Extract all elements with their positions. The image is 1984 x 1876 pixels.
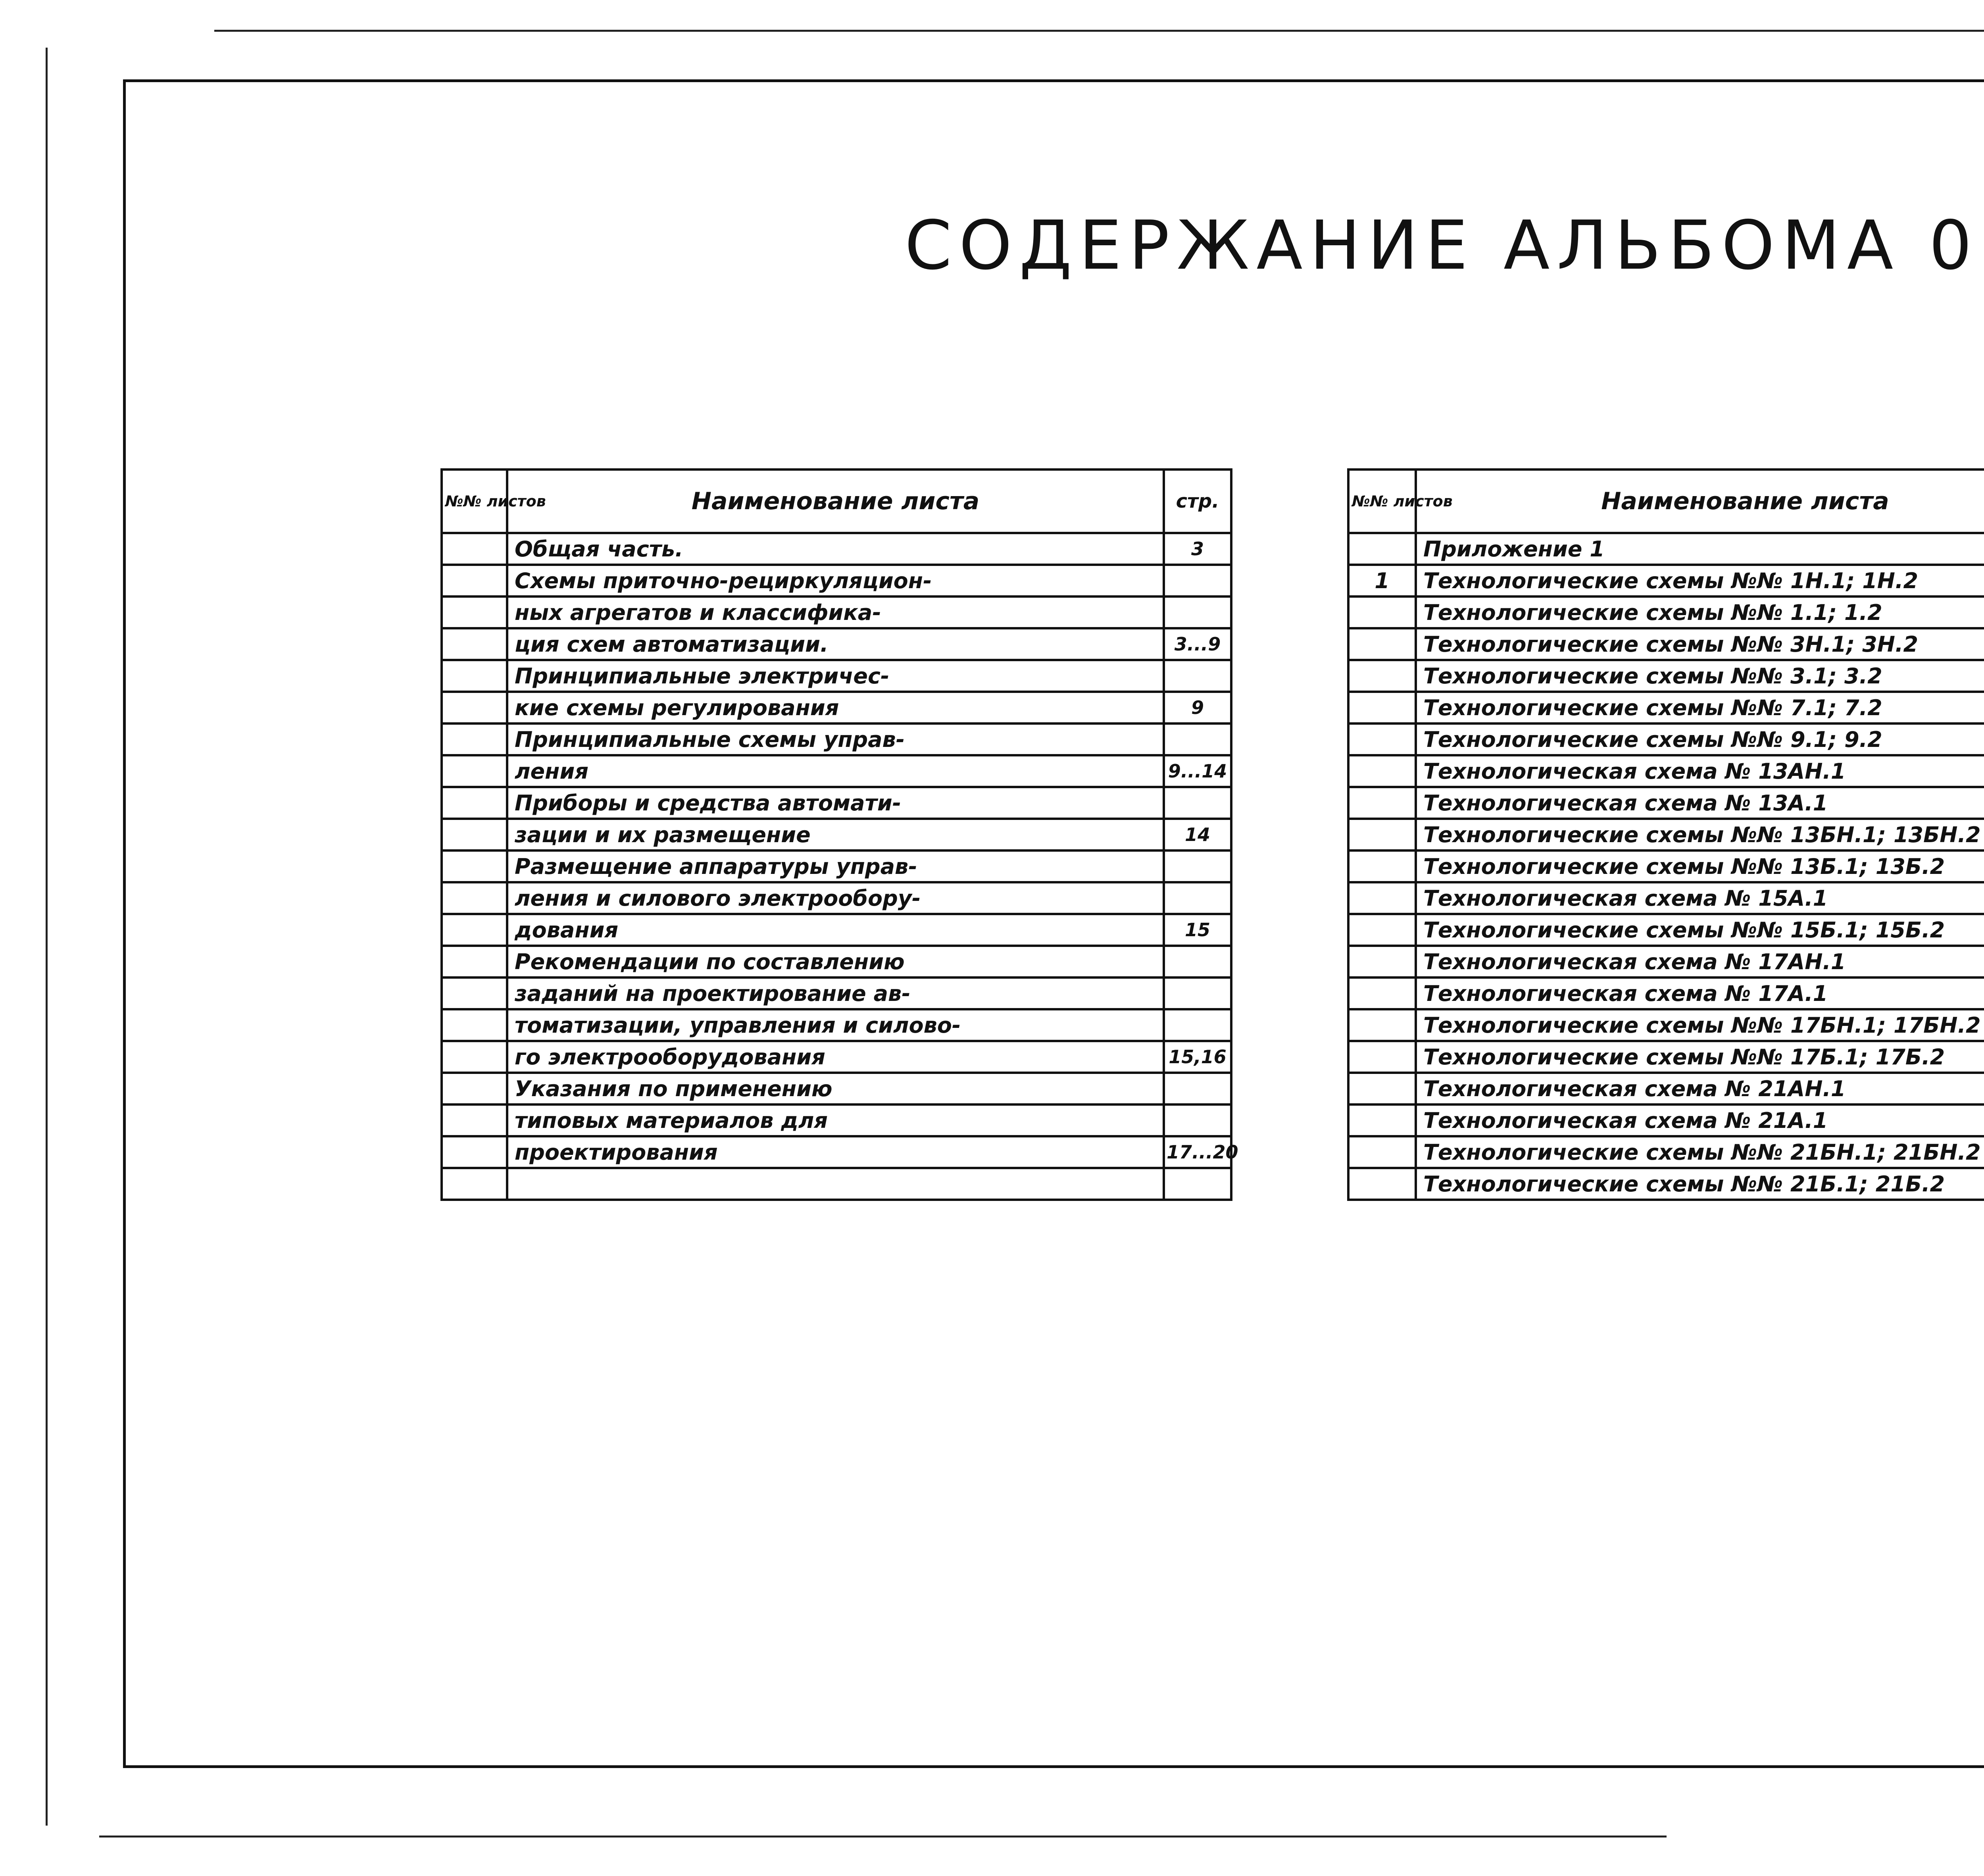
header-sheet-name: Наименование листа (507, 469, 1164, 533)
row-page (1164, 596, 1231, 628)
row-sheet-name: Технологические схемы №№ 9.1; 9.2 (1416, 723, 1984, 755)
row-sheet-name: Технологические схемы №№ 1Н.1; 1Н.2 (1416, 565, 1984, 596)
row-sheet-number (1348, 914, 1416, 946)
row-sheet-name: Размещение аппаратуры управ- (507, 850, 1164, 882)
row-sheet-name (507, 1168, 1164, 1200)
row-page (1164, 882, 1231, 914)
row-sheet-number (442, 914, 507, 946)
table-row (442, 946, 1231, 977)
row-sheet-name: Технологическая схема № 13АН.1 (1416, 755, 1984, 787)
header-sheet-name: Наименование листа (1416, 469, 1984, 533)
row-sheet-name: Технологические схемы №№ 3.1; 3.2 (1416, 660, 1984, 692)
row-sheet-number (442, 787, 507, 819)
table-row (442, 914, 1231, 946)
row-sheet-name: го электрооборудования (507, 1041, 1164, 1073)
table-row (1348, 819, 1984, 850)
row-sheet-name: Технологические схемы №№ 13Б.1; 13Б.2 (1416, 850, 1984, 882)
table-header-row (1348, 469, 1984, 533)
row-sheet-name: Технологические схемы №№ 17Б.1; 17Б.2 (1416, 1041, 1984, 1073)
row-sheet-name: типовых материалов для (507, 1104, 1164, 1136)
row-sheet-number (1348, 787, 1416, 819)
row-sheet-number (442, 660, 507, 692)
table-row (1348, 946, 1984, 977)
row-sheet-number (1348, 755, 1416, 787)
header-sheet-numbers: №№ листов (442, 469, 507, 533)
row-sheet-number (442, 755, 507, 787)
row-sheet-number (442, 819, 507, 850)
table-row (1348, 596, 1984, 628)
row-sheet-number (1348, 1009, 1416, 1041)
row-sheet-number (442, 1168, 507, 1200)
row-sheet-number (1348, 723, 1416, 755)
row-sheet-name: Технологическая схема № 21А.1 (1416, 1104, 1984, 1136)
row-sheet-name: Технологическая схема № 17АН.1 (1416, 946, 1984, 977)
table-row (1348, 787, 1984, 819)
row-page (1164, 660, 1231, 692)
row-page: 14 (1164, 819, 1231, 850)
table-row (1348, 1009, 1984, 1041)
row-page: 17...20 (1164, 1136, 1231, 1168)
row-page: 9...14 (1164, 755, 1231, 787)
table-row (1348, 914, 1984, 946)
table-row (442, 882, 1231, 914)
table-row (442, 723, 1231, 755)
table-row (442, 533, 1231, 565)
row-sheet-number (442, 850, 507, 882)
table-row (1348, 1136, 1984, 1168)
row-sheet-number (1348, 1136, 1416, 1168)
header-sheet-numbers: №№ листов (1348, 469, 1416, 533)
row-page (1164, 1073, 1231, 1104)
row-sheet-number (1348, 1073, 1416, 1104)
row-page (1164, 1168, 1231, 1200)
row-page: 15 (1164, 914, 1231, 946)
table-row (1348, 565, 1984, 596)
row-sheet-number (1348, 1104, 1416, 1136)
row-sheet-number (1348, 819, 1416, 850)
row-page (1164, 565, 1231, 596)
row-sheet-number (442, 1073, 507, 1104)
row-sheet-number (442, 882, 507, 914)
row-sheet-name: Принципиальные электричес- (507, 660, 1164, 692)
row-sheet-number (1348, 660, 1416, 692)
table-row (1348, 1041, 1984, 1073)
row-sheet-name: ция схем автоматизации. (507, 628, 1164, 660)
row-sheet-name: Технологическая схема № 13А.1 (1416, 787, 1984, 819)
table-row (1348, 723, 1984, 755)
table-row (1348, 692, 1984, 723)
table-row (1348, 977, 1984, 1009)
row-sheet-name: дования (507, 914, 1164, 946)
row-sheet-number (442, 533, 507, 565)
row-page (1164, 946, 1231, 977)
row-sheet-number (1348, 628, 1416, 660)
row-sheet-name: Технологические схемы №№ 21БН.1; 21БН.2 (1416, 1136, 1984, 1168)
row-sheet-number (442, 1104, 507, 1136)
table-row (1348, 755, 1984, 787)
row-sheet-number (1348, 692, 1416, 723)
row-sheet-name: Приложение 1 (1416, 533, 1984, 565)
table-header-row (442, 469, 1231, 533)
row-sheet-number (1348, 882, 1416, 914)
table-row (1348, 850, 1984, 882)
row-sheet-name: кие схемы регулирования (507, 692, 1164, 723)
table-row (442, 628, 1231, 660)
row-page: 3...9 (1164, 628, 1231, 660)
table-row (442, 692, 1231, 723)
row-sheet-name: Технологические схемы №№ 3Н.1; 3Н.2 (1416, 628, 1984, 660)
row-page (1164, 977, 1231, 1009)
top-edge-line (214, 30, 1984, 32)
row-page: 15,16 (1164, 1041, 1231, 1073)
row-sheet-number (442, 1041, 507, 1073)
table-row (1348, 660, 1984, 692)
row-sheet-name: Технологические схемы №№ 17БН.1; 17БН.2 (1416, 1009, 1984, 1041)
right-table-body (1348, 533, 1984, 1200)
row-sheet-number (1348, 533, 1416, 565)
table-row (442, 660, 1231, 692)
row-sheet-name: Технологические схемы №№ 15Б.1; 15Б.2 (1416, 914, 1984, 946)
left-edge-line (46, 48, 48, 1826)
row-sheet-name: ления (507, 755, 1164, 787)
row-sheet-name: Технологическая схема № 17А.1 (1416, 977, 1984, 1009)
table-row (442, 596, 1231, 628)
row-sheet-number (1348, 946, 1416, 977)
row-page (1164, 723, 1231, 755)
row-sheet-name: Принципиальные схемы управ- (507, 723, 1164, 755)
row-sheet-name: томатизации, управления и силово- (507, 1009, 1164, 1041)
table-row (1348, 628, 1984, 660)
row-sheet-number (442, 565, 507, 596)
page-title: СОДЕРЖАНИЕ АЛЬБОМА 0 (905, 206, 1979, 285)
table-row (442, 819, 1231, 850)
left-contents-table (440, 468, 1238, 1201)
table-row (442, 1073, 1231, 1104)
table-row (442, 1168, 1231, 1200)
row-sheet-number (442, 946, 507, 977)
row-page: 3 (1164, 533, 1231, 565)
row-sheet-number (442, 628, 507, 660)
row-sheet-name: Приборы и средства автомати- (507, 787, 1164, 819)
table-row (1348, 1168, 1984, 1200)
table-row (442, 850, 1231, 882)
row-sheet-name: ления и силового электрообору- (507, 882, 1164, 914)
row-sheet-number (442, 1009, 507, 1041)
row-sheet-number (442, 1136, 507, 1168)
header-page: стр. (1164, 469, 1231, 533)
bottom-edge-line (99, 1836, 1667, 1838)
left-table-body (442, 533, 1238, 1200)
table-row (442, 977, 1231, 1009)
row-page (1164, 850, 1231, 882)
table-row (442, 787, 1231, 819)
table-row (442, 1136, 1231, 1168)
row-sheet-name: ных агрегатов и классифика- (507, 596, 1164, 628)
row-sheet-number (1348, 850, 1416, 882)
row-sheet-number (1348, 1168, 1416, 1200)
table-row (1348, 882, 1984, 914)
row-sheet-name: Технологическая схема № 15А.1 (1416, 882, 1984, 914)
row-sheet-name: Рекомендации по составлению (507, 946, 1164, 977)
table-row (442, 1041, 1231, 1073)
row-sheet-number (442, 692, 507, 723)
row-sheet-name: Технологические схемы №№ 1.1; 1.2 (1416, 596, 1984, 628)
table-row (442, 1104, 1231, 1136)
row-sheet-name: заданий на проектирование ав- (507, 977, 1164, 1009)
row-page (1164, 1104, 1231, 1136)
row-page: 9 (1164, 692, 1231, 723)
row-sheet-name: Указания по применению (507, 1073, 1164, 1104)
row-sheet-name: проектирования (507, 1136, 1164, 1168)
row-sheet-number (1348, 977, 1416, 1009)
row-sheet-number: 1 (1348, 565, 1416, 596)
table-row (442, 565, 1231, 596)
row-sheet-number (1348, 596, 1416, 628)
row-sheet-name: зации и их размещение (507, 819, 1164, 850)
table-row (1348, 533, 1984, 565)
table-row (1348, 1104, 1984, 1136)
row-sheet-number (442, 723, 507, 755)
row-sheet-name: Технологические схемы №№ 13БН.1; 13БН.2 (1416, 819, 1984, 850)
row-sheet-number (442, 596, 507, 628)
right-contents-table (1347, 468, 1984, 1201)
row-sheet-name: Схемы приточно-рециркуляцион- (507, 565, 1164, 596)
row-sheet-number (442, 977, 507, 1009)
row-sheet-number (1348, 1041, 1416, 1073)
table-row (442, 1009, 1231, 1041)
row-page (1164, 1009, 1231, 1041)
row-sheet-name: Технологическая схема № 21АН.1 (1416, 1073, 1984, 1104)
table-row (442, 755, 1231, 787)
table-row (1348, 1073, 1984, 1104)
row-sheet-name: Технологические схемы №№ 7.1; 7.2 (1416, 692, 1984, 723)
row-sheet-name: Технологические схемы №№ 21Б.1; 21Б.2 (1416, 1168, 1984, 1200)
row-page (1164, 787, 1231, 819)
row-sheet-name: Общая часть. (507, 533, 1164, 565)
